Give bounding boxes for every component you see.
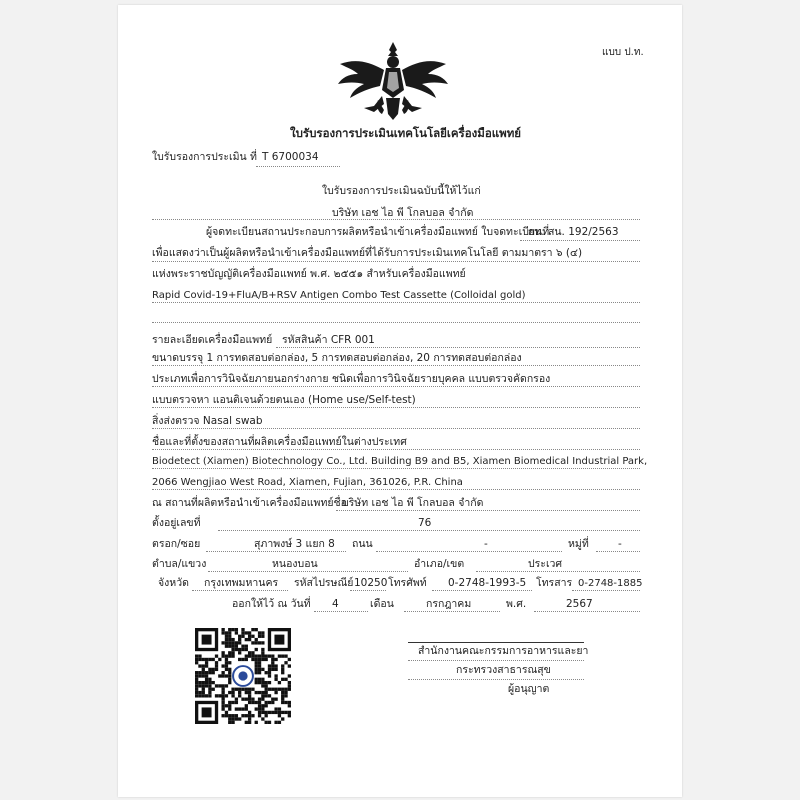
address-province: กรุงเทพมหานคร: [204, 577, 279, 589]
cert-no-label: ใบรับรองการประเมิน ที่: [152, 151, 257, 163]
date-month-label: เดือน: [370, 598, 394, 610]
address-moo: -: [618, 538, 622, 550]
address-province-label: จังหวัด: [158, 577, 189, 589]
manufacturer-line-2: 2066 Wengjiao West Road, Xiamen, Fujian, 361026, P.R. China: [152, 477, 463, 488]
product-code: รหัสสินค้า CFR 001: [282, 334, 375, 346]
address-postcode: 10250: [354, 577, 388, 589]
importer-name: บริษัท เอช ไอ พี โกลบอล จำกัด: [342, 497, 484, 509]
address-subdistrict: หนองบอน: [272, 558, 318, 570]
form-code: แบบ ป.ท.: [602, 47, 644, 58]
address-moo-label: หมู่ที่: [568, 538, 589, 550]
statement-line-1: เพื่อแสดงว่าเป็นผู้ผลิตหรือนำเข้าเครื่องมือแพทย์ที่ได้รับการประเมินเทคโนโลยี ตามมาตรา ๖ (๔): [152, 247, 583, 259]
address-phone-label: โทรศัพท์: [388, 577, 427, 589]
address-phone: 0-2748-1993-5: [448, 577, 527, 589]
date-year: 2567: [566, 598, 593, 610]
signature-licensor: ผู้อนุญาต: [508, 683, 550, 695]
address-number-label: ตั้งอยู่เลขที่: [152, 517, 201, 529]
device-name: Rapid Covid-19+FluA/B+RSV Antigen Combo Test Cassette (Colloidal gold): [152, 290, 526, 301]
packaging: ขนาดบรรจุ 1 การทดสอบต่อกล่อง, 5 การทดสอบต่อกล่อง, 20 การทดสอบต่อกล่อง: [152, 352, 522, 364]
issued-to-label: ใบรับรองการประเมินฉบับนี้ให้ไว้แก่: [322, 185, 481, 197]
date-prefix-label: ออกให้ไว้ ณ วันที่: [232, 598, 311, 610]
date-month: กรกฎาคม: [426, 598, 472, 610]
test-type: แบบตรวจหา แอนติเจนด้วยตนเอง (Home use/Self-test): [152, 394, 416, 406]
specimen: สิ่งส่งตรวจ Nasal swab: [152, 415, 263, 427]
address-fax: 0-2748-1885: [578, 578, 643, 589]
address-lane: สุภาพงษ์ 3 แยก 8: [254, 538, 335, 550]
document-title: ใบรับรองการประเมินเทคโนโลยีเครื่องมือแพทย์: [290, 126, 522, 140]
address-fax-label: โทรสาร: [536, 577, 573, 589]
address-district: ประเวศ: [528, 558, 563, 570]
address-road: -: [484, 538, 488, 550]
details-label: รายละเอียดเครื่องมือแพทย์: [152, 334, 273, 346]
importer-label: ณ สถานที่ผลิตหรือนำเข้าเครื่องมือแพทย์ชื่อ: [152, 497, 347, 509]
cert-no: T 6700034: [262, 151, 319, 163]
address-lane-label: ตรอก/ซอย: [152, 538, 201, 550]
diagnostic-type: ประเภทเพื่อการวินิจฉัยภายนอกร่างกาย ชนิดเพื่อการวินิจฉัยรายบุคคล แบบตรวจคัดกรอง: [152, 373, 551, 385]
date-day: 4: [332, 598, 339, 610]
license-no: กท. สน. 192/2563: [528, 226, 619, 238]
signature-office: สำนักงานคณะกรรมการอาหารและยา: [418, 645, 589, 657]
qr-code: [195, 628, 291, 728]
address-number: 76: [418, 517, 432, 529]
address-subdistrict-label: ตำบล/แขวง: [152, 558, 207, 570]
license-label: ผู้จดทะเบียนสถานประกอบการผลิตหรือนำเข้าเครื่องมือแพทย์ ใบจดทะเบียนที่: [206, 226, 550, 238]
manufacturer-line-1: Biodetect (Xiamen) Biotechnology Co., Ltd. Building B9 and B5, Xiamen Biomedical Industrial Park,: [152, 456, 648, 467]
signature-ministry: กระทรวงสาธารณสุข: [456, 664, 551, 676]
address-road-label: ถนน: [352, 538, 373, 550]
company-name: บริษัท เอช ไอ พี โกลบอล จำกัด: [332, 207, 474, 219]
address-district-label: อำเภอ/เขต: [414, 558, 465, 570]
statement-line-2: แห่งพระราชบัญญัติเครื่องมือแพทย์ พ.ศ. ๒๕๕๑ สำหรับเครื่องมือแพทย์: [152, 268, 466, 280]
garuda-emblem: [334, 40, 452, 122]
manufacturer-label: ชื่อและที่ตั้งของสถานที่ผลิตเครื่องมือแพทย์ในต่างประเทศ: [152, 436, 407, 448]
date-year-label: พ.ศ.: [506, 598, 527, 610]
address-postcode-label: รหัสไปรษณีย์: [294, 577, 354, 589]
